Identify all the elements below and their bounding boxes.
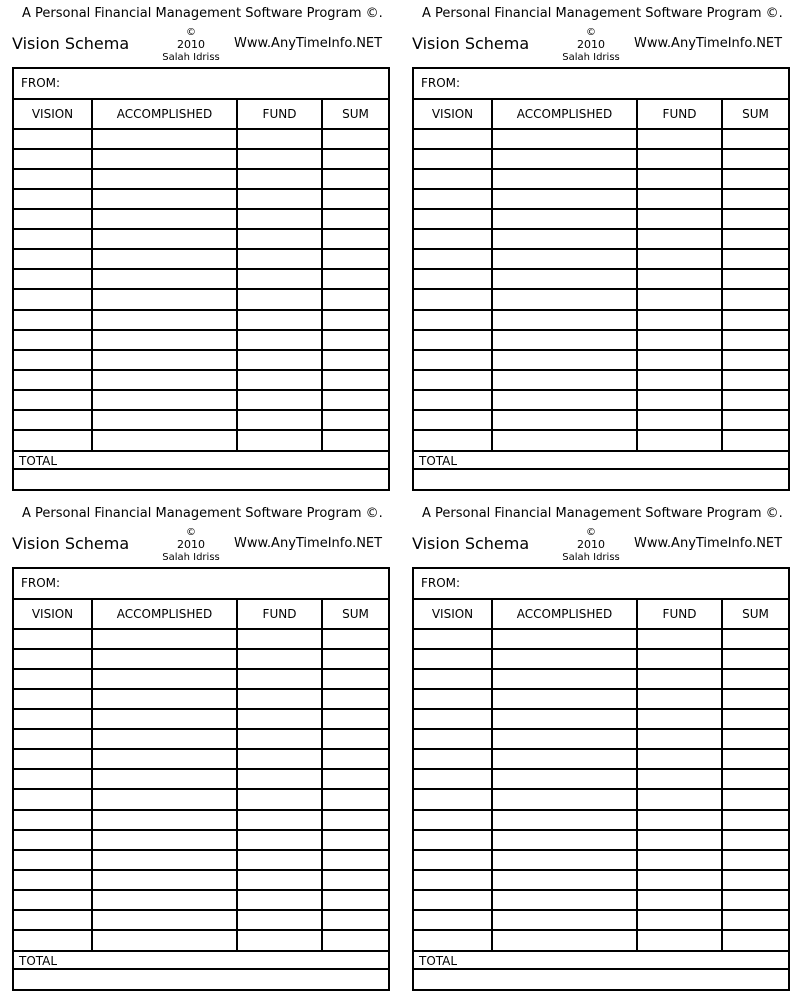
row-divider bbox=[414, 648, 788, 650]
column-header-sum: SUM bbox=[342, 107, 369, 121]
row-divider bbox=[14, 668, 388, 670]
row-divider bbox=[14, 369, 388, 371]
row-divider bbox=[14, 228, 388, 230]
column-divider bbox=[321, 100, 323, 450]
row-divider bbox=[414, 208, 788, 210]
column-divider bbox=[91, 600, 93, 950]
row-divider bbox=[414, 748, 788, 750]
vision-form bbox=[412, 67, 790, 491]
row-divider bbox=[414, 788, 788, 790]
column-divider bbox=[636, 600, 638, 950]
website-url: Www.AnyTimeInfo.NET bbox=[234, 36, 383, 51]
program-line: A Personal Financial Management Software Program ©. bbox=[22, 506, 383, 521]
row-divider bbox=[14, 648, 388, 650]
copyright-year: 2010 bbox=[177, 38, 205, 51]
row-divider bbox=[14, 168, 388, 170]
website-url: Www.AnyTimeInfo.NET bbox=[634, 36, 783, 51]
author-name: Salah Idriss bbox=[162, 552, 220, 563]
row-divider bbox=[14, 929, 388, 931]
author-name: Salah Idriss bbox=[562, 552, 620, 563]
form-title: Vision Schema bbox=[412, 534, 530, 553]
row-divider bbox=[414, 389, 788, 391]
row-divider bbox=[14, 208, 388, 210]
column-header-vision: VISION bbox=[31, 607, 74, 621]
form-sheet-top-right bbox=[400, 0, 800, 500]
column-header-accomplished: ACCOMPLISHED bbox=[116, 107, 213, 121]
row-divider bbox=[414, 409, 788, 411]
from-label: FROM: bbox=[421, 576, 461, 590]
row-divider bbox=[414, 228, 788, 230]
column-divider bbox=[721, 600, 723, 950]
form-sheet-bottom-left bbox=[0, 500, 400, 1000]
row-divider bbox=[14, 829, 388, 831]
column-header-vision: VISION bbox=[31, 107, 74, 121]
row-divider bbox=[14, 148, 388, 150]
row-divider bbox=[414, 168, 788, 170]
from-label: FROM: bbox=[21, 576, 61, 590]
from-label: FROM: bbox=[21, 76, 61, 90]
program-line: A Personal Financial Management Software Program ©. bbox=[22, 6, 383, 21]
column-header-accomplished: ACCOMPLISHED bbox=[516, 107, 613, 121]
row-divider bbox=[414, 929, 788, 931]
copyright-symbol: © bbox=[586, 27, 596, 38]
column-header-row bbox=[14, 100, 388, 130]
row-divider bbox=[414, 688, 788, 690]
row-divider bbox=[14, 889, 388, 891]
total-divider bbox=[414, 468, 788, 470]
column-divider bbox=[636, 100, 638, 450]
from-label: FROM: bbox=[421, 76, 461, 90]
column-header-fund: FUND bbox=[662, 107, 697, 121]
vision-form bbox=[12, 67, 390, 491]
column-header-row bbox=[14, 600, 388, 630]
row-divider bbox=[414, 768, 788, 770]
copyright-symbol: © bbox=[186, 527, 196, 538]
program-line: A Personal Financial Management Software Program ©. bbox=[422, 6, 783, 21]
row-divider bbox=[414, 148, 788, 150]
column-header-fund: FUND bbox=[662, 607, 697, 621]
row-divider bbox=[414, 248, 788, 250]
column-header-vision: VISION bbox=[431, 607, 474, 621]
row-divider bbox=[414, 869, 788, 871]
form-title: Vision Schema bbox=[12, 534, 130, 553]
total-label: TOTAL bbox=[19, 954, 58, 968]
from-field[interactable] bbox=[414, 69, 788, 100]
row-divider bbox=[414, 708, 788, 710]
row-divider bbox=[14, 849, 388, 851]
form-sheet-bottom-right bbox=[400, 500, 800, 1000]
form-title: Vision Schema bbox=[412, 34, 530, 53]
row-divider bbox=[414, 268, 788, 270]
column-header-accomplished: ACCOMPLISHED bbox=[516, 607, 613, 621]
column-header-fund: FUND bbox=[262, 607, 297, 621]
row-divider bbox=[14, 909, 388, 911]
row-divider bbox=[14, 288, 388, 290]
column-header-row bbox=[414, 100, 788, 130]
copyright-year: 2010 bbox=[577, 38, 605, 51]
total-label: TOTAL bbox=[19, 454, 58, 468]
row-divider bbox=[414, 849, 788, 851]
row-divider bbox=[14, 268, 388, 270]
row-divider bbox=[14, 688, 388, 690]
form-sheet-top-left bbox=[0, 0, 400, 500]
row-divider bbox=[14, 389, 388, 391]
copyright-symbol: © bbox=[586, 527, 596, 538]
column-header-sum: SUM bbox=[742, 607, 769, 621]
row-divider bbox=[14, 708, 388, 710]
form-title: Vision Schema bbox=[12, 34, 130, 53]
row-divider bbox=[414, 829, 788, 831]
row-divider bbox=[14, 309, 388, 311]
row-divider bbox=[414, 309, 788, 311]
column-header-accomplished: ACCOMPLISHED bbox=[116, 607, 213, 621]
row-divider bbox=[14, 329, 388, 331]
row-divider bbox=[14, 248, 388, 250]
row-divider bbox=[414, 909, 788, 911]
column-divider bbox=[721, 100, 723, 450]
vision-form bbox=[412, 567, 790, 991]
from-field[interactable] bbox=[14, 69, 388, 100]
total-divider bbox=[414, 968, 788, 970]
row-divider bbox=[14, 869, 388, 871]
row-divider bbox=[14, 728, 388, 730]
copyright-symbol: © bbox=[186, 27, 196, 38]
column-divider bbox=[236, 100, 238, 450]
row-divider bbox=[14, 809, 388, 811]
row-divider bbox=[414, 429, 788, 431]
row-divider bbox=[414, 329, 788, 331]
row-divider bbox=[414, 349, 788, 351]
column-header-fund: FUND bbox=[262, 107, 297, 121]
author-name: Salah Idriss bbox=[562, 52, 620, 63]
column-divider bbox=[236, 600, 238, 950]
row-divider bbox=[14, 188, 388, 190]
total-divider bbox=[14, 468, 388, 470]
row-divider bbox=[14, 768, 388, 770]
program-line: A Personal Financial Management Software Program ©. bbox=[422, 506, 783, 521]
row-divider bbox=[14, 409, 388, 411]
row-divider bbox=[414, 668, 788, 670]
from-field[interactable] bbox=[14, 569, 388, 600]
author-name: Salah Idriss bbox=[162, 52, 220, 63]
row-divider bbox=[14, 349, 388, 351]
row-divider bbox=[414, 288, 788, 290]
row-divider bbox=[414, 809, 788, 811]
row-divider bbox=[414, 369, 788, 371]
total-label: TOTAL bbox=[419, 954, 458, 968]
website-url: Www.AnyTimeInfo.NET bbox=[234, 536, 383, 551]
total-divider bbox=[14, 968, 388, 970]
row-divider bbox=[414, 889, 788, 891]
website-url: Www.AnyTimeInfo.NET bbox=[634, 536, 783, 551]
column-header-sum: SUM bbox=[342, 607, 369, 621]
column-header-row bbox=[414, 600, 788, 630]
copyright-year: 2010 bbox=[577, 538, 605, 551]
row-divider bbox=[14, 788, 388, 790]
column-divider bbox=[321, 600, 323, 950]
column-header-vision: VISION bbox=[431, 107, 474, 121]
column-divider bbox=[491, 100, 493, 450]
row-divider bbox=[414, 188, 788, 190]
column-divider bbox=[91, 100, 93, 450]
row-divider bbox=[14, 429, 388, 431]
from-field[interactable] bbox=[414, 569, 788, 600]
row-divider bbox=[414, 728, 788, 730]
total-label: TOTAL bbox=[419, 454, 458, 468]
vision-form bbox=[12, 567, 390, 991]
column-divider bbox=[491, 600, 493, 950]
column-header-sum: SUM bbox=[742, 107, 769, 121]
copyright-year: 2010 bbox=[177, 538, 205, 551]
row-divider bbox=[14, 748, 388, 750]
